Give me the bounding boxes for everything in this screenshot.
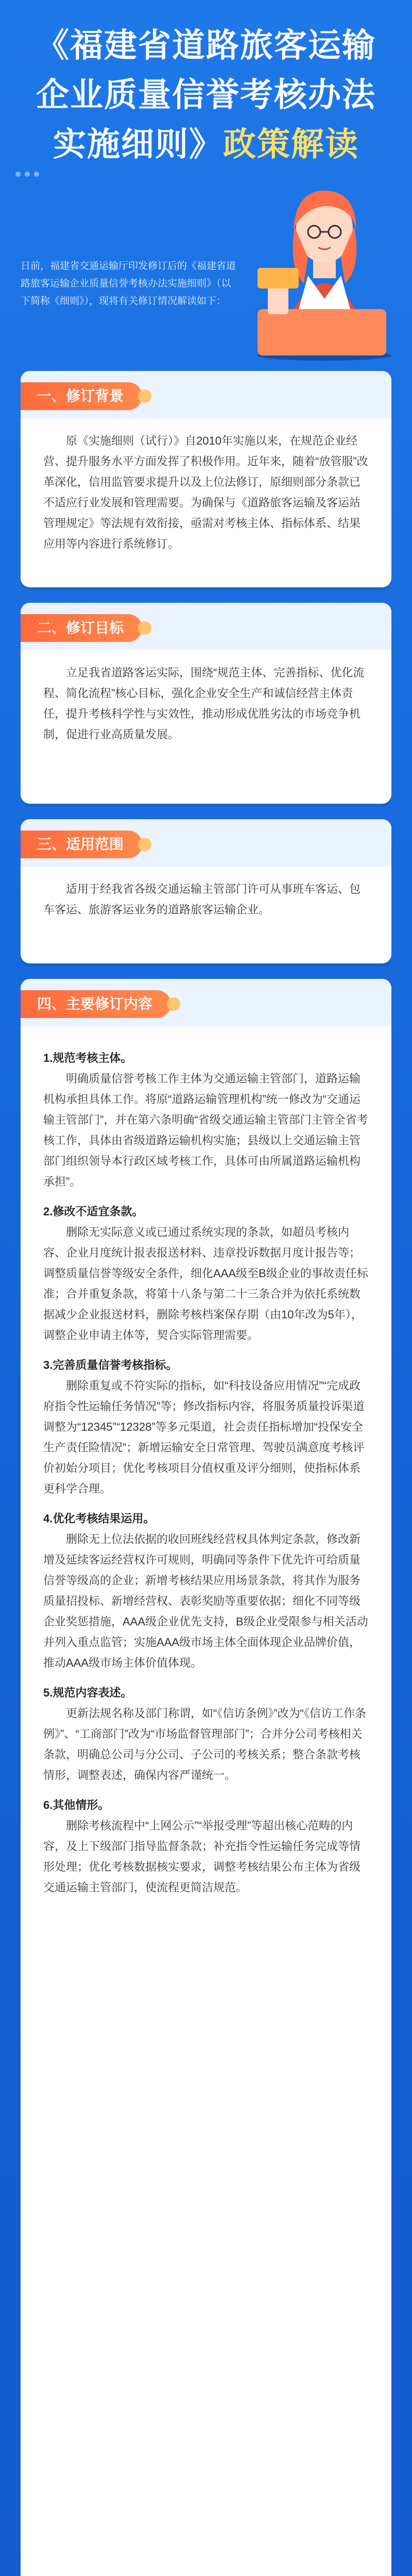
section-tag-goals: 二、修订目标 [21, 614, 142, 642]
section-goals-text: 立足我省道路客运实际，围绕“规范主体、完善指标、优化流程、简化流程”核心目标，强化企业安全生产和诚信经营主体责任，提升考核科学性与实效性，推动形成优胜劣汰的市场竞争机制，促进行业高质量发展。 [43, 666, 365, 741]
section-main-revisions [21, 979, 391, 2576]
woman-presenter-illustration [247, 155, 391, 361]
section-tag-main-revisions: 四、主要修订内容 [21, 990, 171, 1018]
section-background [21, 371, 391, 587]
decorative-dots [15, 170, 43, 179]
section-scope [21, 819, 391, 963]
page-title [21, 21, 391, 169]
revision-item-text: 明确质量信誉考核工作主体为交通运输主管部门，道路运输机构承担具体工作。将原“道路运输管理机构”统一修改为“交通运输主管部门”，并在第六条明确“省级交通运输主管部门主管全省考核工作，具体由省级道路运输机构实施；县级以上交通运输主管部门组织领导本行政区域考核工作，具体可由所属道路运输机构承担”。 [43, 1072, 368, 1188]
revision-item-text: 删除无上位法依据的收回班线经营权具体判定条款，修改新增及延续客运经营权许可规则，明确同等条件下优先许可给质量信誉等级高的企业；新增考核结果应用场景条款，将其作为服务质量招投标、新增经营权、表彰奖励等重要依据；细化不同等级企业奖惩措施，AAA级企业优先支持，B级企业受限参与相关活动并列入重点监管；实施AAA级市场主体全面体现企业品牌价值，推动AAA级市场主体价值体现。 [43, 1533, 368, 1669]
revision-item-text: 删除无实际意义或已通过系统实现的条款，如超员考核内容、企业月度统计报表报送材料、违章投诉数据月度计报告等；调整质量信誉等级安全条件，细化AAA级至B级企业的事故责任标准；合并重复条款，将第十八条与第二十三条合并为依托系统数据减少企业报送材料，删除考核档案保存期（由10年改为5年），调整企业申请主体等，契合实际管理需要。 [43, 1226, 368, 1342]
intro-text: 日前，福建省交通运输厅印发修订后的《福建省道路旅客运输企业质量信誉考核办法实施细则》（以下简称《细则》），现将有关修订情况解读如下： [21, 261, 236, 307]
section-goals [21, 603, 391, 804]
title-line-1: 《福建省道路旅客运输 [36, 27, 376, 64]
revision-item-heading: 2.修改不适宜条款。 [43, 1205, 144, 1218]
revision-item-text: 删除考核流程中“上网公示”“举报受理”等超出核心范畴的内容，及上下级部门指导监督条款；补充指令性运输任务完成等情形处理；优化考核数据核实要求，调整考核结果公布主体为省级交通运输主管部门，使流程更简洁规范。 [43, 1819, 361, 1894]
title-highlight: 政策解读 [223, 126, 359, 163]
revision-item-text: 删除重复或不符实际的指标，如“科技设备应用情况”“完成政府指令性运输任务情况”等；修改指标内容，将服务质量投诉渠道调整为“12345”“12328”等多元渠道，社会责任指标增加“投保安全生产责任险情况”；新增运输安全日常管理、驾驶员满意度考核评价初始分项目；优化考核项目分值权重及评分细则，使指标体系更科学合理。 [43, 1379, 365, 1495]
revision-item-heading: 5.规范内容表述。 [43, 1686, 132, 1699]
revision-item-heading: 1.规范考核主体。 [43, 1052, 132, 1064]
section-tag-scope: 三、适用范围 [21, 831, 142, 858]
revision-item-heading: 6.其他情形。 [43, 1799, 110, 1811]
revision-item-heading: 3.完善质量信誉考核指标。 [43, 1359, 178, 1371]
title-line-3: 实施细则》政策解读 [53, 126, 359, 163]
section-scope-text: 适用于经我省各级交通运输主管部门许可从事班车客运、包车客运、旅游客运业务的道路旅客运输企业。 [43, 883, 361, 916]
revision-item-text: 更新法规名称及部门称谓，如“《信访条例》”改为“《信访工作条例》”、“工商部门”改为“市场监督管理部门”；合并分公司考核相关条款，明确总公司与分公司、子公司的考核关系；整合条款考核情形，调整表述，确保内容严谨统一。 [43, 1707, 366, 1782]
section-background-text: 原《实施细则（试行）》自2010年实施以来，在规范企业经营、提升服务水平方面发挥了积极作用。近年来，随着“放管服”改革深化，信用监管要求提升以及上位法修订，原细则部分条款已不适应行业发展和管理需要。为确保与《道路旅客运输及客运站管理规定》等法规有效衔接，亟需对考核主体、指标体系、结果应用等内容进行系统修订。 [43, 434, 368, 550]
revision-item-heading: 4.优化考核结果运用。 [43, 1512, 155, 1525]
section-tag-background: 一、修订背景 [21, 382, 142, 410]
title-line-2: 企业质量信誉考核办法 [36, 76, 376, 113]
header [0, 0, 412, 361]
